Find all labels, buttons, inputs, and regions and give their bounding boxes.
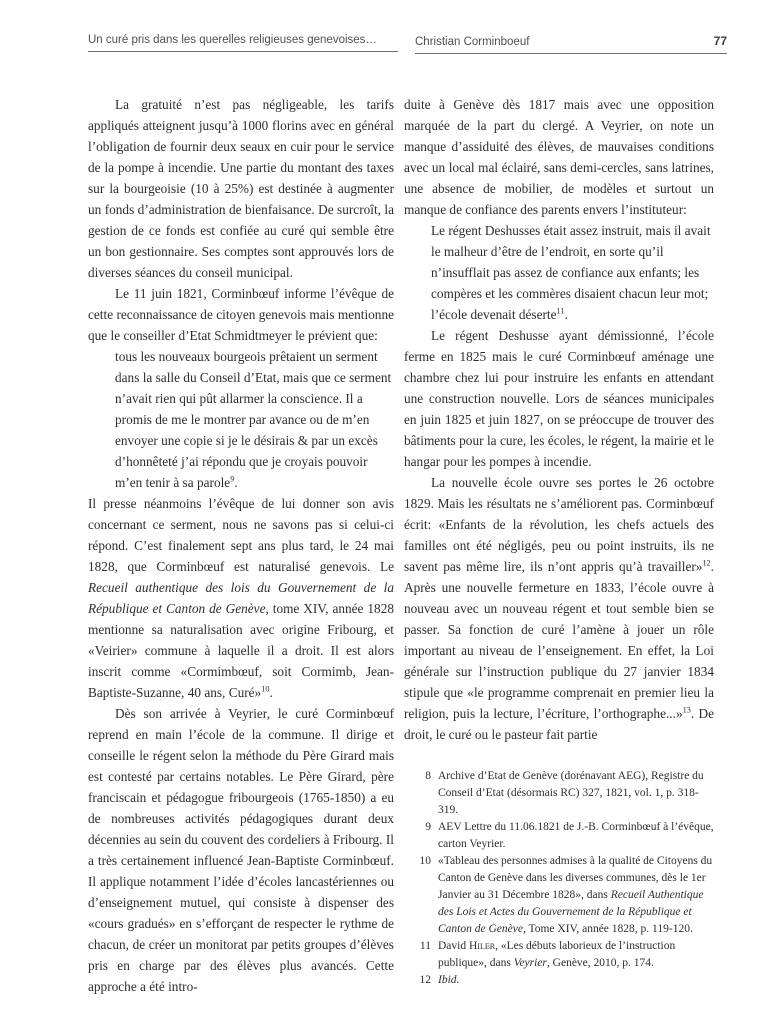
text-run: «Tableau des personnes admises à la qualité de Citoyens du Canton de Genève dans les diverses communes, dès le 1er Janvier au 31 Décembre 1828», dans [438,855,713,901]
paragraph [404,94,714,220]
paragraph [404,472,714,745]
paragraph [88,493,394,703]
text-run: Dès son arrivée à Veyrier, le curé Corminbœuf reprend en main l’école de la commune. Il dirige et conseille le régent selon la méthode du Père Girard mais est contesté par certains notables. Le Père Girard, père franciscain et pédagogue fribourgeois (1765-1850) a eu de nombreuses activités pédagogiques durant deux décennies au sein du couvent des cordeliers à Fribourg. Il a très certainement influencé Jean-Baptiste Corminbœuf. Il applique notamment l’idée d’écoles lancastériennes ou d’enseignement mutuel, qui consiste à dispenser des «cours gradués» en s’efforçant de respecter le rythme de chacun, de créer un monitorat par petits groupes d’élèves pris en charge par des élèves plus avancés. Cette approche a été intro- [88,706,394,994]
footnote [404,819,714,853]
footnote-text [438,972,714,989]
footnote-number: 11 [419,940,431,952]
paragraph [88,703,394,997]
footnote-text [438,938,714,972]
text-run: AEV Lettre du 11.06.1821 de J.-B. Corminbœuf à l’évêque, carton Veyrier. [438,821,714,850]
left-column [88,94,394,997]
text-run: , Tome XIV, année 1828, p. 119-120. [522,923,693,935]
text-run: . Après une nouvelle fermeture en 1833, l’école ouvre à nouveau avec un nouveau régent et tout semble bien se passer. Sa fonction de curé l’amène à jouer un rôle important au niveau de l’enseignement. En effet, la Loi générale sur l’instruction publique du 27 janvier 1834 stipule que «le programme comprenait en premier lieu la religion, puis la lecture, l’écriture, l’orthographe...» [404,559,714,721]
text-run: , Genève, 2010, p. 174. [546,957,654,969]
footnote-number: 9 [425,821,431,833]
text-run: Il presse néanmoins l’évêque de lui donner son avis concernant ce serment, nous ne savons pas si celui-ci répond. C’est finalement sept ans plus tard, le 24 mai 1828, que Corminbœuf est naturalisé genevois. Le [88,496,394,574]
footnote-ref: 11 [556,306,565,316]
footnote [404,938,714,972]
text-run: . [269,685,273,700]
footnote-text [438,768,714,819]
block-quote [431,220,714,325]
footnote-ref: 10 [261,684,270,694]
footnote-ref: 13 [682,705,691,715]
footnote [404,972,714,989]
text-run: David [438,940,469,952]
text-run: Veyrier [513,957,547,969]
text-run: . [234,475,238,490]
footnote-ref: 12 [702,558,711,568]
footnotes [404,768,714,989]
text-run: . [564,307,568,322]
footnote-ref: 9 [230,474,235,484]
text-run: Ibid. [438,974,460,986]
paragraph [404,325,714,472]
footnote-number: 8 [425,770,431,782]
text-run: . De droit, le curé ou le pasteur fait partie [404,706,714,742]
footnote [404,853,714,938]
text-run: duite à Genève dès 1817 mais avec une opposition marquée de la part du clergé. A Veyrier, on note un manque d’assiduité des élèves, de mauvaises conditions avec un local mal éclairé, sans demi-cercles, sans latrines, une absence de mobilier, de modèles et surtout un manque de confiance des parents envers l’instituteur: [404,97,714,217]
paragraph [88,283,394,346]
block-quote [115,346,394,493]
page-number: 77 [713,34,727,48]
paragraph [88,94,394,283]
text-run: Archive d’Etat de Genève (dorénavant AEG), Registre du Conseil d’Etat (désormais RC) 327, 1821, vol. 1, p. 318-319. [438,770,704,816]
text-run: Recueil Authentique des Lois et Actes du Gouvernement de la République et Canton de Genève [438,889,704,935]
text-run: Hiler [468,940,496,952]
footnote-number: 12 [419,974,431,986]
text-run: tous les nouveaux bourgeois prêtaient un serment dans la salle du Conseil d’Etat, mais que ce serment n’avait rien qui pût allarmer la conscience. Il a promis de me le montrer par avance ou de m’en envoyer une copie si je le désirais & par un excès d’honnêteté j’ai répondu que je croyais pouvoir m’en tenir à sa parole [115,349,392,490]
running-title [88,34,398,52]
text-run: Le 11 juin 1821, Corminbœuf informe l’évêque de cette reconnaissance de citoyen genevois mais mentionne que le conseiller d’Etat Schmidtmeyer le prévient que: [88,286,394,343]
header-author-row [415,34,727,54]
footnote-text [438,819,714,853]
text-run: La nouvelle école ouvre ses portes le 26 octobre 1829. Mais les résultats ne s’améliorent pas. Corminbœuf écrit: «Enfants de la révolution, les chefs actuels des familles ont été négligés, peu ou point instruits, ils ne savent pas même lire, ils n’ont appris qu’à travailler» [404,475,714,574]
text-run: La gratuité n’est pas négligeable, les tarifs appliqués atteignent jusqu’à 1000 florins avec en général l’obligation de fournir deux seaux en cuir pour le service de la pompe à incendie. Une partie du montant des taxes sur la bourgeoisie (10 à 25%) est destinée à augmenter un fonds d’administration de bienfaisance. De surcroît, la gestion de ce fonds est confiée au curé qui semble être un bon gestionnaire. Ses comptes sont approuvés lors de diverses séances du conseil municipal. [88,97,394,280]
text-run: Le régent Deshusses était assez instruit, mais il avait le malheur d’être de l’endroit, en sorte qu’il n’insufflait pas assez de confiance aux enfants; les compères et les commères disaient chacun leur mot; l’école devenait déserte [431,223,711,322]
text-run: , «Les débuts laborieux de l’instruction publique», dans [438,940,676,969]
footnote [404,768,714,819]
text-run: , tome XIV, année 1828 mentionne sa naturalisation avec origine Fribourg, et «Veirier» commune à laquelle il a droit. Il est alors inscrit comme «Cormimbœuf, soit Cormimb, Jean-Baptiste-Suzanne, 40 ans, Curé» [88,601,394,700]
footnote-text [438,853,714,938]
author-name: Christian Corminboeuf [415,36,530,48]
right-column [404,94,714,989]
text-run: Le régent Deshusse ayant démissionné, l’école ferme en 1825 mais le curé Corminbœuf aménage une chambre chez lui pour instruire les enfants en attendant une construction nouvelle. Lors de séances municipales en juin 1825 et juin 1827, on se préoccupe de trouver des bâtiments pour la cure, les écoles, le régent, la mairie et le hangar pour les pompes à incendie. [404,328,714,469]
footnote-number: 10 [419,855,431,867]
running-title-text: Un curé pris dans les querelles religieuses genevoises… [88,34,377,46]
right-column-text [404,94,714,745]
text-run: Recueil authentique des lois du Gouvernement de la République et Canton de Genève [88,580,394,616]
